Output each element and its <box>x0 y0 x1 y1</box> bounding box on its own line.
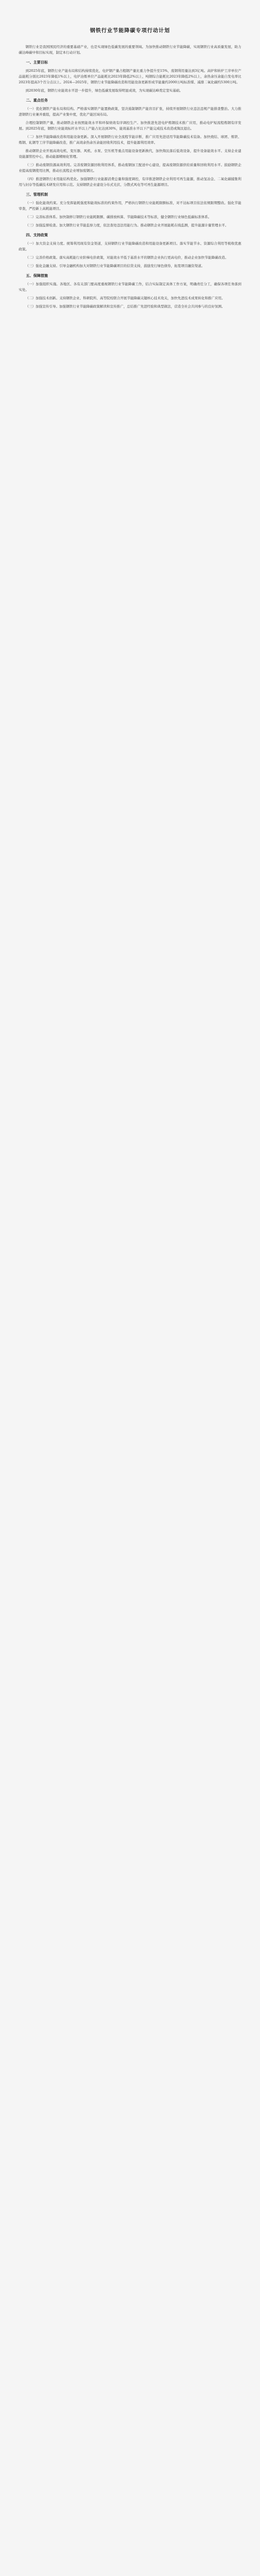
section-paragraph: 合理控制钢铁产量，推动钢铁企业按照能效水平和环保绩效有序调控生产。加快推进先进电炉炼钢技术推广应用，推动电炉短流程炼钢有序发展。到2025年底，钢铁行业能效标杆水平以上产能占比达到30%，能效基准水平以下产能完成技术改造或淘汰退出。 <box>19 121 241 131</box>
section-paragraph: 到2030年底，钢铁行业能效水平进一步提升，绿色低碳发展取得明显成效，为实现碳达峰奠定坚实基础。 <box>25 88 183 93</box>
section-paragraph: （二）完善价格政策。落实高耗能行业阶梯电价政策，对能效水平低于基准水平的钢铁企业执行更高电价，推动企业加快节能降碳改造。 <box>25 255 228 260</box>
section-paragraph: （一）强化能效约束。充分发挥能耗强度和能效标准的约束作用，严格执行钢铁行业能耗限额标准，对不达标项目依法依规限期整改。强化节能审查，严控新上高耗能项目。 <box>19 201 241 211</box>
intro-paragraph: 钢铁行业是我国国民经济的重要基础产业，也是实现绿色低碳发展的重要领域。为加快推动钢铁行业节能降碳，实现钢铁行业高质量发展，助力碳达峰碳中和目标实现，制定本行动计划。 <box>19 45 241 55</box>
section-paragraph: （一）加大资金支持力度。统筹利用现有资金渠道，支持钢铁行业节能降碳改造和用能设备更新项目。落实节能节水、资源综合利用等税收优惠政策。 <box>19 241 241 251</box>
section-heading: 二、重点任务 <box>26 98 48 102</box>
section-paragraph: （二）完善标准体系。加快制修订钢铁行业能耗限额、碳排放核算、节能降碳技术等标准，健全钢铁行业绿色低碳标准体系。 <box>25 215 212 219</box>
section-paragraph: 推动钢铁企业开展高效电机、变压器、风机、水泵、空压机等重点用能设备更新换代，加快淘汰落后低效设备，提升设备能效水平。支持企业建设能源管控中心，推动能源精细化管理。 <box>19 149 241 159</box>
section-heading: 五、保障措施 <box>26 273 48 278</box>
section-paragraph: （三）加强监督检查。加大钢铁行业节能监察力度，依法查处违法用能行为。推动钢铁企业开展能耗在线监测，提升能源计量管理水平。 <box>25 223 228 227</box>
sections-container <box>19 60 241 310</box>
section-paragraph: 到2025年底，钢铁行业产能布局和结构持续优化，电炉钢产量占粗钢产量比重力争提升至15%，废钢利用量达到3亿吨。高炉和转炉工序单位产品能耗分别比2023年降低1%以上，电炉冶炼单位产品能耗比2023年降低2%以上，吨钢综合能耗比2023年降低2%以上，余热余压余能自发电率比2023年提高3个百分点以上。2024—2025年，钢铁行业节能降碳改造和用能设备更新形成节能量约2000万吨标准煤、减排二氧化碳约5300万吨。 <box>19 69 241 84</box>
section-paragraph: （三）强化金融支持。引导金融机构加大对钢铁行业节能降碳项目的信贷支持，鼓励发行绿色债券，拓宽项目融资渠道。 <box>25 264 205 268</box>
section-heading: 一、主要目标 <box>26 60 48 65</box>
section-heading: 三、管理机制 <box>26 192 48 197</box>
section-paragraph: （一）优化钢铁产能布局和结构。严格落实钢铁产能置换政策，坚决遏制钢铁产能盲目扩张，持续开展钢铁行业违法违规产能排查整治。大力推进钢铁行业兼并重组，提高产业集中度，优化产能区域布局。 <box>19 107 241 117</box>
document-title: 钢铁行业节能降碳专项行动计划 <box>90 28 170 34</box>
section-paragraph: （一）加强组织实施。各地区、各有关部门要高度重视钢铁行业节能降碳工作，结合实际制定具体工作方案，明确责任分工，确保各项任务落到实处。 <box>19 282 241 292</box>
section-paragraph: （三）推动废钢资源高效利用。完善废钢资源回收利用体系，推动废钢加工配送中心建设，提高废钢资源供给质量和回收利用水平。鼓励钢铁企业提高废钢使用比例，推动长流程企业增加废钢比。 <box>19 163 241 173</box>
section-paragraph: （三）加强宣传引导。加强钢铁行业节能降碳政策解读和宣传推广，总结推广先进经验和典型做法，营造全社会共同参与的良好氛围。 <box>25 304 225 309</box>
section-heading: 四、支持政策 <box>26 233 48 237</box>
section-paragraph: （二）加强技术创新。支持钢铁企业、科研院所、高等院校联合开展节能降碳关键核心技术攻关，加快先进技术成果转化和推广应用。 <box>25 296 225 300</box>
section-paragraph: （四）推进钢铁行业用能结构优化。加强钢铁行业能源消费总量和强度调控，有序推进钢铁企业利用可再生能源，推动氢冶金、二氧化碳捕集利用与封存等低碳技术研发应用和示范。支持钢铁企业建设分布式光伏、分散式风电等可再生能源项目。 <box>19 177 241 187</box>
section-paragraph: （二）加快节能降碳改造和用能设备更新。深入开展钢铁行业全流程节能诊断，推广应用先进适用节能降碳技术装备。加快烧结、球团、炼铁、炼钢、轧钢等工序节能降碳改造，推广高效余热余压余能回收利用技术，提升能源利用效率。 <box>19 135 241 145</box>
intro-block <box>19 44 241 56</box>
